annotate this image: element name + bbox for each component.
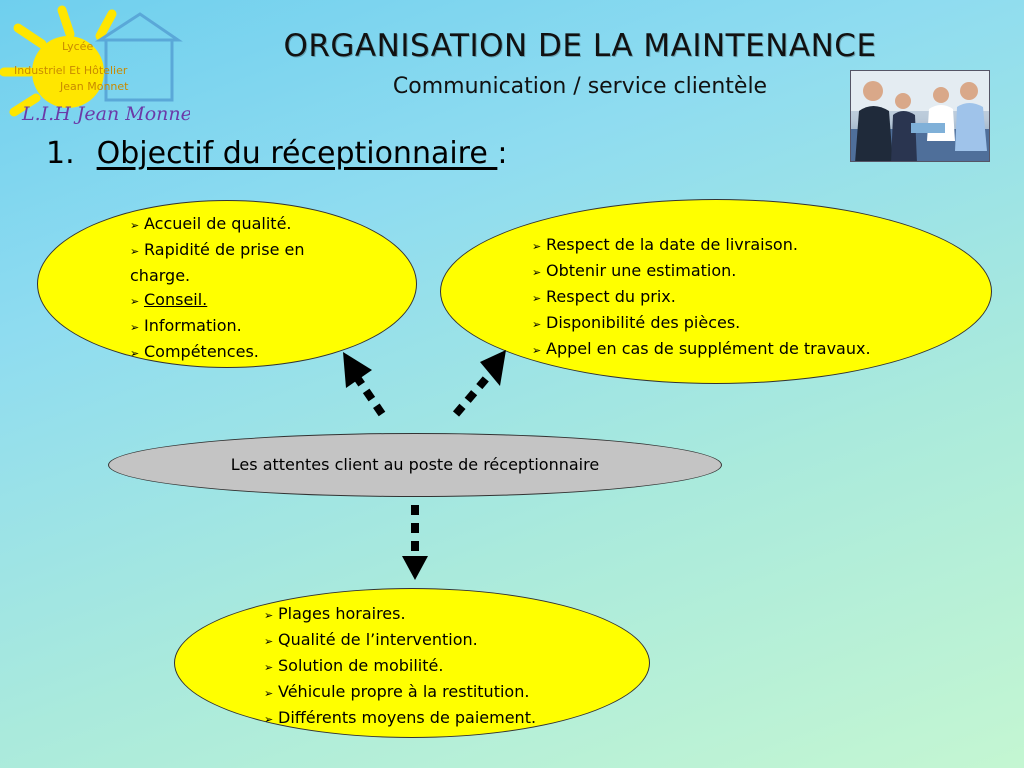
list-item: ➢ Compétences.	[130, 340, 305, 366]
bullet-arrow-icon: ➢	[532, 240, 542, 253]
list-item: ➢ Plages horaires.	[264, 602, 536, 628]
slide-subtitle: Communication / service clientèle	[392, 74, 768, 99]
list-item: ➢ Rapidité de prise en	[130, 238, 305, 264]
section-title: Objectif du réceptionnaire	[96, 136, 498, 171]
slide-title: ORGANISATION DE LA MAINTENANCE	[283, 28, 877, 64]
reception-photo	[850, 70, 990, 162]
bullet-arrow-icon: ➢	[532, 344, 542, 357]
list-item: ➢ Appel en cas de supplément de travaux.	[532, 337, 871, 363]
right-expectations-list	[532, 233, 871, 363]
list-item: ➢ Information.	[130, 314, 305, 340]
list-item: ➢ Solution de mobilité.	[264, 654, 536, 680]
bullet-arrow-icon: ➢	[130, 295, 140, 308]
arrowhead-right-icon	[480, 350, 506, 386]
section-heading	[46, 136, 507, 171]
list-item: ➢ Obtenir une estimation.	[532, 259, 871, 285]
section-colon: :	[497, 136, 508, 171]
bullet-arrow-icon: ➢	[264, 661, 274, 674]
bullet-arrow-icon: ➢	[532, 318, 542, 331]
bullet-arrow-icon: ➢	[130, 321, 140, 334]
school-logo	[0, 0, 190, 130]
list-item: ➢ Différents moyens de paiement.	[264, 706, 536, 732]
bullet-arrow-icon: ➢	[130, 245, 140, 258]
list-item: ➢ Respect de la date de livraison.	[532, 233, 871, 259]
list-item: ➢ Disponibilité des pièces.	[532, 311, 871, 337]
bullet-arrow-icon: ➢	[264, 713, 274, 726]
list-item: ➢ Qualité de l’intervention.	[264, 628, 536, 654]
bullet-arrow-icon: ➢	[130, 219, 140, 232]
logo-line-3: Jean Monnet	[60, 80, 129, 93]
central-topic-label: Les attentes client au poste de réceptionnaire	[230, 455, 600, 474]
bullet-arrow-icon: ➢	[264, 635, 274, 648]
arrowhead-down-icon	[402, 556, 428, 580]
people-at-counter-icon	[851, 71, 990, 162]
list-item: ➢ Véhicule propre à la restitution.	[264, 680, 536, 706]
arrowhead-left-icon	[343, 352, 372, 388]
bullet-arrow-icon: ➢	[532, 292, 542, 305]
logo-line-1: Lycée	[62, 40, 94, 53]
arrow-to-left-bubble	[356, 376, 382, 414]
logo-line-2: Industriel Et Hôtelier	[14, 64, 128, 77]
logo-signature: L.I.H Jean Monnet	[22, 103, 190, 125]
bullet-arrow-icon: ➢	[532, 266, 542, 279]
bullet-arrow-icon: ➢	[264, 687, 274, 700]
section-number: 1.	[46, 136, 75, 171]
arrow-to-right-bubble	[456, 374, 490, 414]
bullet-arrow-icon: ➢	[264, 609, 274, 622]
list-item: ➢ Respect du prix.	[532, 285, 871, 311]
list-item: ➢ Conseil.	[130, 288, 305, 314]
bullet-arrow-icon: ➢	[130, 347, 140, 360]
list-item: ➢ Accueil de qualité.	[130, 212, 305, 238]
sun-house-logo-icon	[0, 0, 190, 130]
bottom-expectations-list	[264, 602, 536, 732]
list-item-continuation: charge.	[130, 266, 191, 285]
left-expectations-list	[130, 212, 305, 366]
